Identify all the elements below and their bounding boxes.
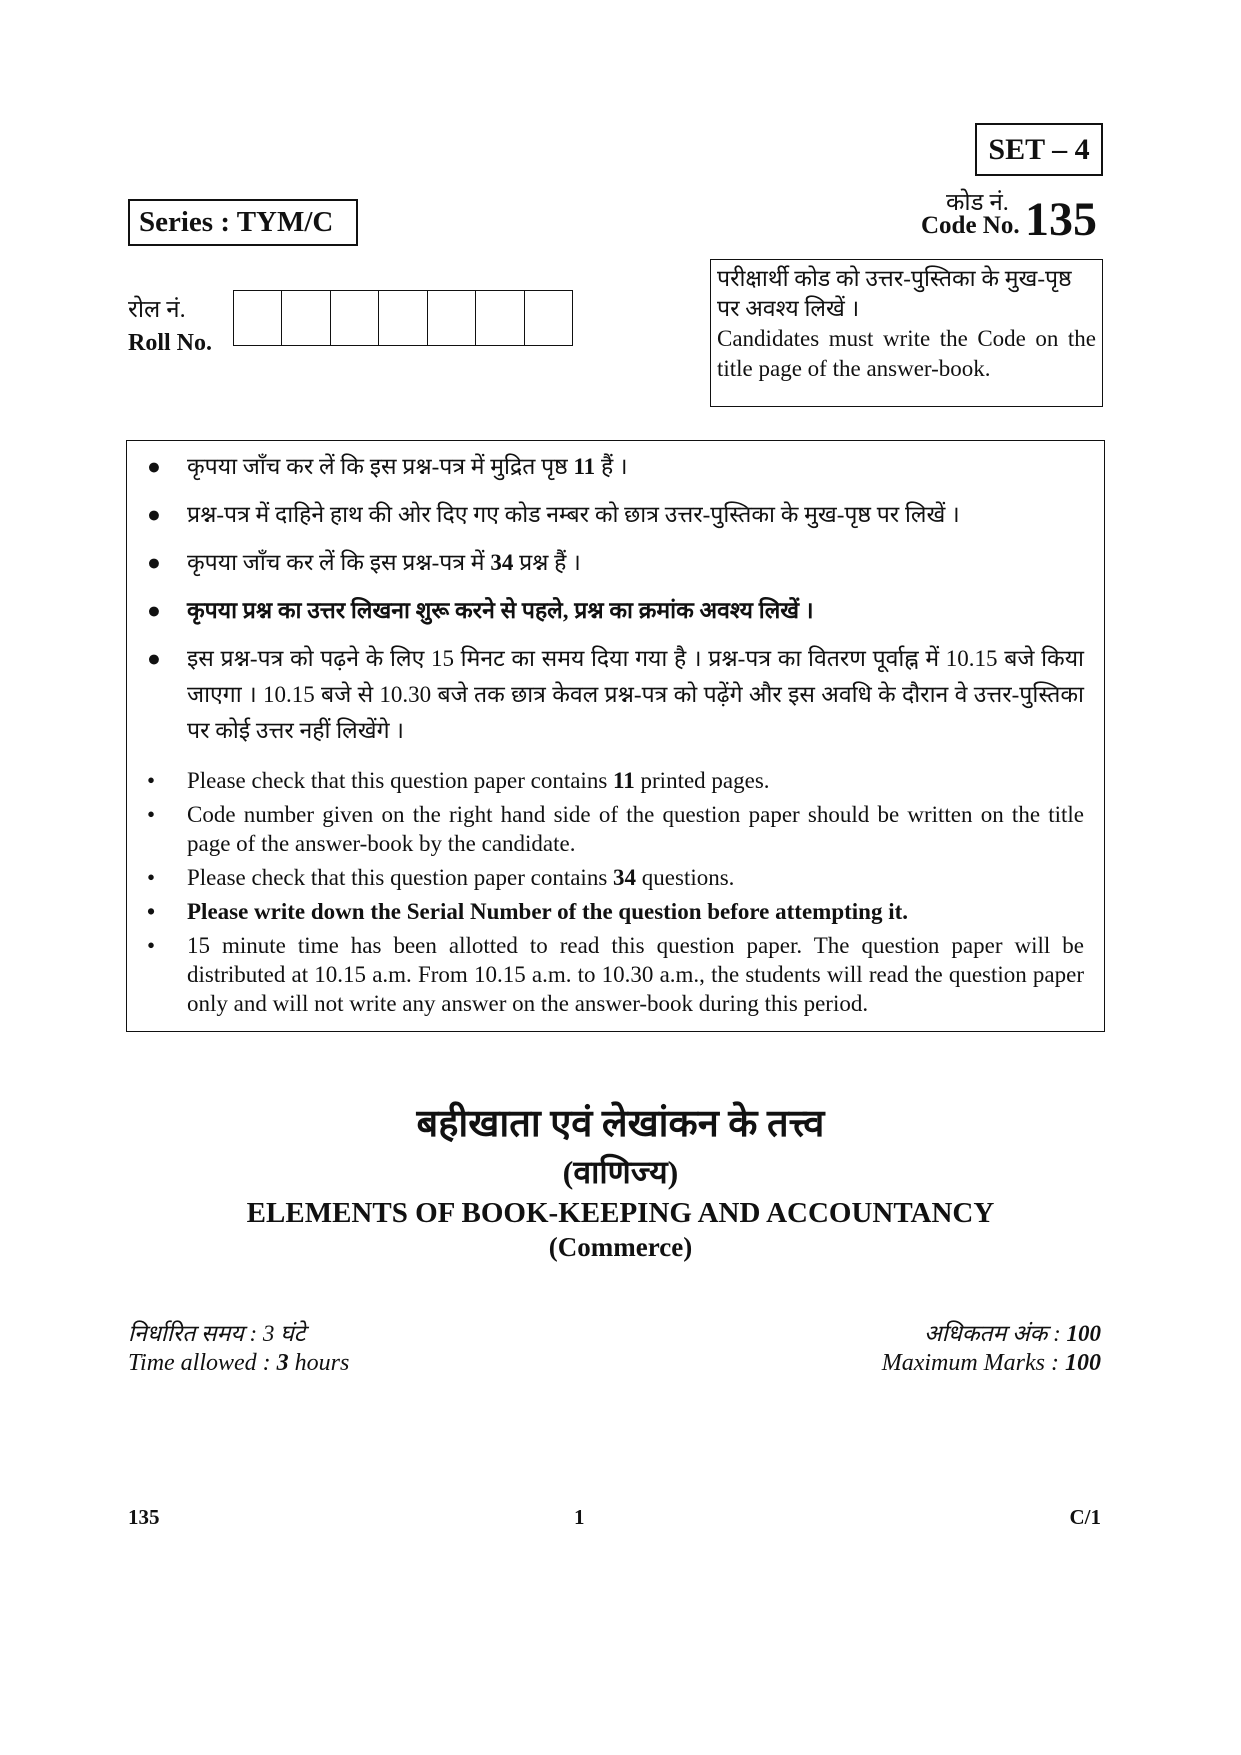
roll-number-boxes[interactable]: [233, 290, 573, 346]
bullet-icon: ●: [147, 502, 161, 527]
bullet-icon: ●: [147, 454, 161, 479]
subject-subtitle-hindi: (वाणिज्य): [562, 1154, 679, 1190]
bullet-icon: •: [147, 802, 156, 827]
roll-digit-box[interactable]: [525, 291, 572, 345]
time-allowed-hindi: निर्धारित समय : 3 घंटे: [128, 1321, 306, 1346]
roll-digit-box[interactable]: [331, 291, 379, 345]
page-number: 1: [574, 1505, 585, 1529]
set-label: SET – 4: [975, 123, 1103, 176]
roll-digit-box[interactable]: [234, 291, 282, 345]
maximum-marks-hindi: अधिकतम अंक : 100: [924, 1321, 1101, 1346]
subject-title-hindi: बहीखाता एवं लेखांकन के तत्त्व: [416, 1103, 825, 1145]
bullet-icon: ●: [147, 550, 161, 575]
instructions-box: ● कृपया जाँच कर लें कि इस प्रश्न-पत्र में मुद्रित पृष्ठ 11 हैं । ● प्रश्न-पत्र में दाहिने हाथ की ओर दिए गए कोड नम्बर को छात्र उत्तर-पुस्तिका के मुख-पृष्ठ पर लिखें । ● कृपया जाँच कर लें कि इस प्रश्न-पत्र में 34 प्रश्न हैं । ● कृपया प्रश्न का उत्तर लिखना शुरू करने से पहले, प्रश्न का क्रमांक अवश्य लिखें । ● इस प्रश्न-पत्र को पढ़ने के लिए 15 मिनट का समय दिया गया है । प्रश्न-पत्र का वितरण पूर्वाह्न में 10.15 बजे किया जाएगा । 10.15 बजे से 10.30 बजे तक छात्र केवल प्रश्न-पत्र को पढ़ेंगे और इस अवधि के दौरान वे उत्तर-पुस्तिका पर कोई उत्तर नहीं लिखेंगे । • Please check that this question paper contains 11 printed pages. • Code number given on the right hand side of the question paper should be written on the title page of the answer-book by the candidate. • Please check that this question paper contains 34 questions. • Please write down the Serial Number of the question before attempting it. • 15 minute time has been allotted to read this question paper. The question paper will be distributed at 10.15 a.m. From 10.15 a.m. to 10.30 a.m., the students will read the question paper only and will not write any answer on the answer-book during this period.: [126, 440, 1105, 1032]
footer-code: 135: [128, 1505, 160, 1529]
subject-title: ELEMENTS OF BOOK-KEEPING AND ACCOUNTANCY: [246, 1197, 995, 1229]
roll-digit-box[interactable]: [282, 291, 330, 345]
roll-digit-box[interactable]: [379, 291, 427, 345]
roll-digit-box[interactable]: [476, 291, 524, 345]
bullet-icon: •: [147, 865, 156, 890]
time-allowed: Time allowed : 3 hours: [128, 1350, 350, 1376]
roll-label: Roll No.: [128, 330, 212, 356]
bullet-icon: •: [147, 768, 156, 793]
code-label-hindi: कोड नं.: [946, 190, 1009, 216]
candidate-note-hindi: परीक्षार्थी कोड को उत्तर-पुस्तिका के मुख-पृष्ठ पर अवश्य लिखें ।: [717, 266, 1072, 321]
code-label: Code No.: [921, 212, 1020, 239]
roll-digit-box[interactable]: [428, 291, 476, 345]
series-label: Series : TYM/C: [128, 199, 358, 246]
subject-subtitle: (Commerce): [548, 1232, 693, 1262]
bullet-icon: ●: [147, 646, 161, 671]
code-number: 135: [1025, 193, 1097, 246]
roll-label-hindi: रोल नं.: [128, 297, 186, 323]
candidate-note-box: [710, 259, 1103, 407]
maximum-marks: Maximum Marks : 100: [881, 1350, 1101, 1376]
bullet-icon: •: [147, 933, 156, 958]
bullet-icon: ●: [147, 598, 161, 623]
bullet-icon: •: [147, 899, 156, 924]
footer-set-page: C/1: [1069, 1505, 1101, 1529]
candidate-note-english: Candidates must write the Code on the title page of the answer-book.: [717, 326, 1096, 381]
